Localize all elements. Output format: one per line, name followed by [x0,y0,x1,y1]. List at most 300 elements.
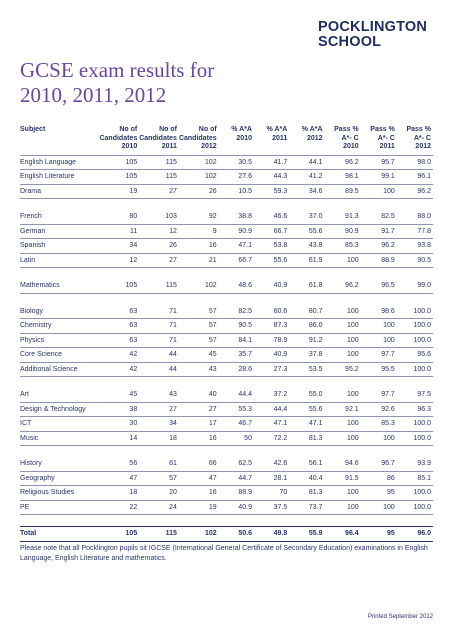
subject-cell: PE [20,500,99,515]
value-cell: 46.7 [219,417,254,432]
value-cell: 62.5 [219,457,254,471]
table-row [20,156,433,170]
subject-cell: Core Science [20,348,99,363]
value-cell: 44 [139,348,179,363]
value-cell: 115 [139,156,179,170]
value-cell: 40.9 [219,500,254,515]
column-header [99,126,139,155]
column-header-line: Pass % [406,126,431,133]
table-row [20,402,433,417]
value-cell: 57 [179,305,219,319]
value-cell: 96.2 [325,279,361,293]
value-cell: 85.3 [325,239,361,254]
value-cell: 99.1 [361,170,397,185]
table-row [20,279,433,293]
value-cell: 97.7 [361,348,397,363]
value-cell: 72.2 [254,431,289,446]
total-value: 115 [139,527,179,542]
value-cell: 45 [179,348,219,363]
value-cell: 44 [139,362,179,377]
value-cell: 90.5 [397,253,433,268]
value-cell: 55.3 [219,402,254,417]
value-cell: 96.3 [397,402,433,417]
value-cell: 16 [179,239,219,254]
column-header [289,126,324,155]
value-cell: 27 [139,253,179,268]
value-cell: 93.9 [397,457,433,471]
value-cell: 92.1 [325,402,361,417]
value-cell: 44.7 [219,471,254,486]
value-cell: 103 [139,210,179,224]
value-cell: 80.7 [289,305,324,319]
value-cell: 88.0 [397,210,433,224]
value-cell: 91.7 [361,224,397,239]
column-header-line: Pass % [334,126,359,133]
value-cell: 53.5 [289,362,324,377]
value-cell: 21 [179,253,219,268]
value-cell: 100 [325,319,361,334]
printed-date: Printed September 2012 [367,614,433,620]
value-cell: 42 [99,348,139,363]
total-value: 50.6 [219,527,254,542]
table-row [20,348,433,363]
value-cell: 100.0 [397,333,433,348]
value-cell: 61 [139,457,179,471]
value-cell: 96.5 [361,279,397,293]
value-cell: 100 [325,348,361,363]
value-cell: 96.7 [361,457,397,471]
value-cell: 61.9 [289,253,324,268]
value-cell: 63 [99,333,139,348]
value-cell: 81.3 [289,431,324,446]
subject-cell: French [20,210,99,224]
subject-cell: Chemistry [20,319,99,334]
value-cell: 88.9 [219,486,254,501]
value-cell: 96.2 [361,239,397,254]
value-cell: 97.7 [361,388,397,402]
group-spacer [20,268,433,280]
value-cell: 24 [139,500,179,515]
subject-cell: Geography [20,471,99,486]
value-cell: 34 [99,239,139,254]
value-cell: 93.8 [397,239,433,254]
value-cell: 28.6 [219,362,254,377]
value-cell: 96.2 [397,184,433,199]
value-cell: 63 [99,305,139,319]
value-cell: 95.5 [361,362,397,377]
value-cell: 105 [99,156,139,170]
value-cell: 27 [139,184,179,199]
value-cell: 115 [139,279,179,293]
value-cell: 19 [179,500,219,515]
value-cell: 18 [139,431,179,446]
value-cell: 86 [361,471,397,486]
value-cell: 57 [139,471,179,486]
value-cell: 100 [361,184,397,199]
group-spacer [20,293,433,305]
value-cell: 95.6 [397,348,433,363]
value-cell: 100 [325,431,361,446]
value-cell: 47 [99,471,139,486]
table-row [20,253,433,268]
column-header-line: No of [159,126,177,133]
value-cell: 100.0 [397,417,433,432]
value-cell: 82.5 [361,210,397,224]
value-cell: 9 [179,224,219,239]
column-header-line: No of [198,126,217,133]
value-cell: 55.6 [289,402,324,417]
column-header-line: % A*A [266,126,288,133]
value-cell: 18 [99,486,139,501]
value-cell: 55.6 [289,224,324,239]
subject-cell: ICT [20,417,99,432]
value-cell: 22 [99,500,139,515]
value-cell: 40.9 [254,348,289,363]
table-row [20,210,433,224]
value-cell: 41.7 [254,156,289,170]
value-cell: 115 [139,170,179,185]
column-header-line: A*- C [413,134,431,142]
table-row [20,184,433,199]
value-cell: 56.1 [289,457,324,471]
value-cell: 90.5 [219,319,254,334]
value-cell: 38 [99,402,139,417]
table-row [20,319,433,334]
column-header-line: 2011 [379,143,395,150]
value-cell: 47.1 [219,239,254,254]
value-cell: 100 [325,388,361,402]
value-cell: 47.1 [254,417,289,432]
subject-cell: Design & Technology [20,402,99,417]
value-cell: 100.0 [397,431,433,446]
table-row [20,362,433,377]
value-cell: 44.3 [254,170,289,185]
value-cell: 37.0 [289,210,324,224]
value-cell: 11 [99,224,139,239]
value-cell: 100 [325,486,361,501]
value-cell: 91.5 [325,471,361,486]
table-row [20,388,433,402]
value-cell: 43 [179,362,219,377]
group-spacer [20,446,433,458]
value-cell: 98.1 [325,170,361,185]
value-cell: 84.1 [219,333,254,348]
value-cell: 30.5 [219,156,254,170]
total-row [20,527,433,542]
column-header-line: 2012 [201,143,217,150]
value-cell: 94.6 [325,457,361,471]
column-header-line: 2010 [236,134,252,142]
value-cell: 77.8 [397,224,433,239]
value-cell: 40.4 [289,471,324,486]
value-cell: 100 [361,319,397,334]
column-header-line: Candidates [99,134,138,142]
column-header [254,126,289,155]
column-header [325,126,361,155]
value-cell: 44.4 [219,388,254,402]
value-cell: 102 [179,156,219,170]
value-cell: 66 [179,457,219,471]
column-header-line: % A*A [231,126,252,133]
value-cell: 37.2 [254,388,289,402]
column-header-line: Subject [20,126,46,133]
value-cell: 34 [139,417,179,432]
subject-cell: Music [20,431,99,446]
subject-cell: German [20,224,99,239]
value-cell: 88.9 [361,253,397,268]
value-cell: 44.1 [289,156,324,170]
table-row [20,471,433,486]
value-cell: 100 [325,417,361,432]
value-cell: 60.6 [254,305,289,319]
table-row [20,305,433,319]
page-title [20,58,280,108]
value-cell: 87.3 [254,319,289,334]
subject-cell: Religious Studies [20,486,99,501]
total-value: 105 [99,527,139,542]
value-cell: 92.6 [361,402,397,417]
group-spacer [20,515,433,527]
value-cell: 50 [219,431,254,446]
value-cell: 100.0 [397,486,433,501]
spacer-cell [20,377,433,389]
value-cell: 27.6 [219,170,254,185]
value-cell: 55.6 [254,253,289,268]
column-header-line: No of [119,126,138,133]
value-cell: 91.3 [325,210,361,224]
value-cell: 82.5 [219,305,254,319]
value-cell: 26 [179,184,219,199]
value-cell: 53.8 [254,239,289,254]
total-value: 96.4 [325,527,361,542]
value-cell: 63 [99,319,139,334]
column-header-line: 2010 [343,143,359,150]
subject-cell: English Language [20,156,99,170]
column-header-line: 2011 [272,134,288,142]
total-value: 96.0 [397,527,433,542]
value-cell: 34.6 [289,184,324,199]
subject-cell: History [20,457,99,471]
column-header [179,126,219,155]
value-cell: 38.8 [219,210,254,224]
value-cell: 20 [139,486,179,501]
value-cell: 55.0 [289,388,324,402]
value-cell: 95.2 [325,362,361,377]
column-header [219,126,254,155]
value-cell: 98.6 [361,305,397,319]
value-cell: 59.3 [254,184,289,199]
column-header [397,126,433,155]
value-cell: 98.0 [397,156,433,170]
value-cell: 71 [139,319,179,334]
value-cell: 73.7 [289,500,324,515]
value-cell: 48.6 [219,279,254,293]
column-header-line: % A*A [301,126,323,133]
value-cell: 41.2 [289,170,324,185]
value-cell: 40 [179,388,219,402]
value-cell: 90.9 [219,224,254,239]
column-header-line: 2012 [306,134,323,142]
value-cell: 42 [99,362,139,377]
title-line-2: 2010, 2011, 2012 [20,83,167,107]
value-cell: 12 [139,224,179,239]
value-cell: 86.0 [289,319,324,334]
value-cell: 57 [179,319,219,334]
table-row [20,224,433,239]
value-cell: 71 [139,333,179,348]
value-cell: 78.9 [254,333,289,348]
value-cell: 100.0 [397,362,433,377]
value-cell: 16 [179,431,219,446]
value-cell: 90.9 [325,224,361,239]
subject-cell: English Literature [20,170,99,185]
total-value: 102 [179,527,219,542]
value-cell: 66.7 [219,253,254,268]
value-cell: 80 [99,210,139,224]
subject-cell: Spanish [20,239,99,254]
value-cell: 10.5 [219,184,254,199]
value-cell: 96.2 [325,156,361,170]
value-cell: 43.8 [289,239,324,254]
value-cell: 85.3 [361,417,397,432]
value-cell: 102 [179,279,219,293]
results-table [20,126,433,542]
logo-line-2: SCHOOL [318,34,382,50]
value-cell: 96.1 [397,170,433,185]
value-cell: 19 [99,184,139,199]
table-row [20,457,433,471]
subject-cell: Additional Science [20,362,99,377]
table-row [20,500,433,515]
spacer-cell [20,515,433,527]
value-cell: 61.8 [289,279,324,293]
value-cell: 27 [139,402,179,417]
subject-cell: Latin [20,253,99,268]
table-row [20,333,433,348]
table-row [20,417,433,432]
column-header-line: Pass % [370,126,395,133]
value-cell: 27 [179,402,219,417]
logo-line-1: POCKLINGTON [318,19,428,35]
footnote: Please note that all Pocklington pupils sit IGCSE (International General Certificate of Secondary Education) examinations in English Language, English Literature and mathematics. [20,545,428,562]
value-cell: 57 [179,333,219,348]
school-logo [318,20,433,50]
table-row [20,239,433,254]
subject-cell: Physics [20,333,99,348]
value-cell: 44.4 [254,402,289,417]
value-cell: 12 [99,253,139,268]
value-cell: 56 [99,457,139,471]
group-spacer [20,199,433,211]
value-cell: 105 [99,279,139,293]
table-header [20,126,433,156]
value-cell: 95 [361,486,397,501]
column-header-line: 2012 [415,143,431,150]
value-cell: 46.6 [254,210,289,224]
table-row [20,431,433,446]
value-cell: 14 [99,431,139,446]
title-line-1: GCSE exam results for [20,58,215,82]
value-cell: 37.8 [289,348,324,363]
total-value: 95 [361,527,397,542]
spacer-cell [20,446,433,458]
value-cell: 45 [99,388,139,402]
total-value: 49.8 [254,527,289,542]
header-row [20,126,433,155]
spacer-cell [20,199,433,211]
column-header-line: A*- C [377,134,395,142]
value-cell: 70 [254,486,289,501]
value-cell: 102 [179,170,219,185]
column-header-line: 2010 [121,143,138,150]
value-cell: 91.2 [289,333,324,348]
value-cell: 100.0 [397,305,433,319]
value-cell: 35.7 [219,348,254,363]
value-cell: 100 [325,500,361,515]
value-cell: 47.1 [289,417,324,432]
column-header [139,126,179,155]
total-value: 55.9 [289,527,324,542]
value-cell: 81.3 [289,486,324,501]
column-header-line: 2011 [161,143,177,150]
value-cell: 100 [325,305,361,319]
table-row [20,170,433,185]
value-cell: 43 [139,388,179,402]
subject-cell: Drama [20,184,99,199]
value-cell: 100 [361,500,397,515]
value-cell: 37.5 [254,500,289,515]
value-cell: 100 [361,431,397,446]
value-cell: 97.5 [397,388,433,402]
subject-cell: Art [20,388,99,402]
value-cell: 105 [99,170,139,185]
subject-cell: Biology [20,305,99,319]
value-cell: 71 [139,305,179,319]
value-cell: 100.0 [397,319,433,334]
value-cell: 16 [179,486,219,501]
value-cell: 28.1 [254,471,289,486]
value-cell: 100 [325,333,361,348]
value-cell: 47 [179,471,219,486]
subject-cell: Mathematics [20,279,99,293]
value-cell: 89.5 [325,184,361,199]
value-cell: 30 [99,417,139,432]
table-row [20,486,433,501]
value-cell: 100.0 [397,500,433,515]
total-label: Total [20,527,99,542]
column-header-line: Candidates [139,134,177,142]
value-cell: 42.6 [254,457,289,471]
value-cell: 99.0 [397,279,433,293]
column-header-line: A*- C [341,134,359,142]
value-cell: 26 [139,239,179,254]
column-header-line: Candidates [178,134,217,142]
table-body [20,156,433,542]
value-cell: 27.3 [254,362,289,377]
value-cell: 100 [361,333,397,348]
value-cell: 66.7 [254,224,289,239]
column-header [361,126,397,155]
value-cell: 100 [325,253,361,268]
value-cell: 95.7 [361,156,397,170]
value-cell: 17 [179,417,219,432]
group-spacer [20,377,433,389]
value-cell: 40.9 [254,279,289,293]
spacer-cell [20,268,433,280]
value-cell: 92 [179,210,219,224]
column-header [20,126,99,155]
spacer-cell [20,293,433,305]
